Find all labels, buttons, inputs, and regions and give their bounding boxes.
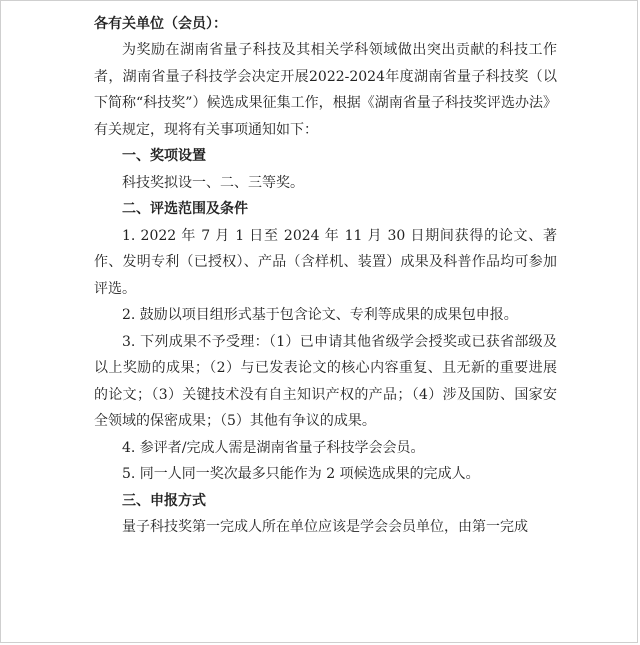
scope-item-1: 1. 2022 年 7 月 1 日至 2024 年 11 月 30 日期间获得的论文、著作、发明专利（已授权）、产品（含样机、装置）成果及科普作品均可参加评选。 [94,227,557,297]
section-heading-awards: 一、奖项设置 [122,148,206,164]
salutation: 各有关单位（会员）： [94,16,227,32]
intro-paragraph: 为奖励在湖南省量子科技及其相关学科领域做出突出贡献的科技工作者，湖南省量子科技学会决定开展2022-2024年度湖南省量子科技奖（以下简称“科技奖”）候选成果征集工作，根据《湖南省量子科技奖评选办法》有关规定，现将有关事项通知如下： [94,42,557,138]
awards-paragraph: 科技奖拟设一、二、三等奖。 [122,174,304,191]
section-heading-application: 三、申报方式 [122,492,206,509]
application-paragraph: 量子科技奖第一完成人所在单位应该是学会会员单位，由第一完成 [122,519,528,535]
scope-item-3: 3. 下列成果不予受理：（1）已申请其他省级学会授奖或已获省部级及以上奖励的成果；（2）与已发表论文的核心内容重复、且无新的重要进展的论文；（3）关键技术没有自主知识产权的产品；（4）涉及国防、国家安全领域的保密成果；（5）其他有争议的成果。 [94,333,557,429]
scope-item-4: 4. 参评者/完成人需是湖南省量子科技学会会员。 [122,439,425,456]
scope-item-5: 5. 同一人同一奖次最多只能作为 2 项候选成果的完成人。 [122,466,480,482]
scope-item-2: 2. 鼓励以项目组形式基于包含论文、专利等成果的成果包申报。 [122,307,518,323]
section-heading-scope: 二、评选范围及条件 [122,201,248,217]
document-body [94,11,557,541]
